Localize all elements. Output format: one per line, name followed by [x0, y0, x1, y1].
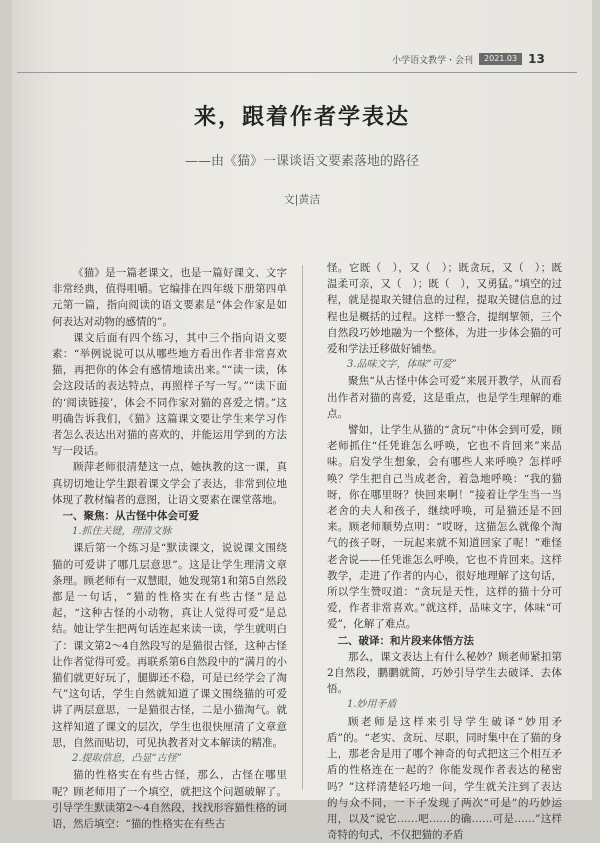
article-subtitle: ——由《猫》一课谈语文要素落地的路径	[184, 154, 419, 169]
journal-name: 小学语文教学・会刊	[392, 55, 474, 66]
body-paragraph: 猫的性格实在有些古怪，那么，古怪在哪里呢？顾老师用了一个填空，就把这个问题破解了。引导学生默读第2～4自然段，找找形容猫性格的词语，然后填空：“猫的性格实在有些古	[52, 769, 287, 830]
section-heading: 二、破译：和片段来体悟方法	[337, 634, 474, 647]
subsection-heading: 2.提取信息，凸显“古怪”	[72, 753, 182, 765]
body-paragraph: 那么，课文表达上有什么秘妙？顾老师紧扣第2自然段，鹏鹏就简，巧妙引导学生去破译、去体悟。	[327, 650, 562, 696]
body-paragraph: 课文后面有四个练习，其中三个指向语文要素：“举例说说可以从哪些地方看出作者非常喜欢猫，再把你的体会有感情地读出来。”“读一读，体会这段话的表达特点，再照样子写一写。”“读下面的‘阅读链接’，体会不同作家对猫的喜爱之情。”这明确告诉我们，《猫》这篇课文要让学生来学习作者怎么表达出对猫的喜欢的，并能运用学到的方法写一段话。	[52, 331, 287, 458]
right-column	[327, 260, 562, 842]
subsection-heading: 1.妙用矛盾	[347, 699, 397, 711]
subsection-heading: 3.品味文字，体味“可爱”	[347, 359, 457, 371]
body-paragraph: 怪。它既（ ），又（ ）；既贪玩，又（ ）；既温柔可亲，又（ ）；既（ ），又勇猛。”填空的过程，就是提取关键信息的过程，提取关键信息的过程也是概括的过程。这样一整合，提纲挈领，三个自然段巧妙地融为一个整体，为进一步体会猫的可爱和学法迁移做好铺垫。	[327, 262, 562, 356]
body-paragraph: 顾老师是这样来引导学生破译“妙用矛盾”的。“老实、贪玩、尽职，同时集中在了猫的身上，那老舍是用了哪个神奇的句式把这三个相互矛盾的性格连在一起的？你能发现作者表达的秘密吗？”这样清楚轻巧地一问，学生就关注到了表达的与众不同，一下子发现了两次“可是”的巧妙运用，以及“说它……吧……的确……可是……”这样奇特的句式，不仅把猫的矛盾	[327, 715, 562, 842]
journal-page	[12, 0, 592, 842]
left-column	[52, 265, 287, 830]
article-byline: 文|黄洁	[283, 193, 321, 206]
section-heading: 一、聚焦：从古怪中体会可爱	[62, 510, 199, 523]
body-paragraph: 譬如，让学生从猫的“贪玩”中体会到可爱，顾老师抓住“任凭谁怎么呼唤，它也不肯回来”来品味。启发学生想象，会有哪些人来呼唤？怎样呼唤？学生把自己当成老舍，着急地呼唤：“我的猫呀，你在哪里呀？快回来啊！”接着让学生当一当老舍的夫人和孩子，继续呼唤，可是猫还是不回来。顾老师顺势点明：“哎呀，这猫怎么就像个淘气的孩子呀，一玩起来就不知道回家了呢！”难怪老舍说——任凭谁怎么呼唤，它也不肯回来。这样教学，走进了作者的内心，很好地理解了这句话，所以学生赞叹道：“贪玩是天性，这样的猫十分可爱，作者非常喜欢。”就这样，品味文字，体味“可爱”，化解了难点。	[327, 424, 562, 631]
subsection-heading: 1.抓住关键，理清文脉	[72, 526, 172, 538]
header-rule	[17, 72, 577, 73]
body-paragraph: 课后第一个练习是“默读课文，说说课文围绕猫的可爱讲了哪几层意思”。这是让学生理清文章条理。顾老师有一双慧眼，她发现第1和第5自然段都是一句话，“猫的性格实在有些古怪”是总起，“这种古怪的小动物，真让人觉得可爱”是总结。她让学生把两句话连起来读一读，学生就明白了：课文第2～4自然段写的是猫很古怪，这种古怪让作者觉得可爱。再联系第6自然段中的“满月的小猫们就更好玩了，腿脚还不稳，可是已经学会了淘气”这句话，学生自然就知道了课文围绕猫的可爱讲了两层意思，一是猫很古怪，二是小猫淘气。就这样知道了课文的层次，学生也很快厘清了文章意思，自然而贴切，可见执教者对文本解读的精准。	[52, 542, 287, 749]
page-number: 13	[528, 52, 545, 66]
body-paragraph: 《猫》是一篇老课文，也是一篇好课文、文字非常经典，值得咀嚼。它编排在四年级下册第四单元第一篇，指向阅读的语文要素是“体会作家是如何表达对动物的感情的”。	[52, 267, 287, 328]
issue-badge: 2021.03	[479, 53, 522, 65]
article-title: 来，跟着作者学表达	[193, 105, 410, 130]
running-header	[392, 50, 577, 68]
column-divider	[302, 265, 303, 790]
body-paragraph: 聚焦“从古怪中体会可爱”来展开教学，从而看出作者对猫的喜爱，这是重点，也是学生理解的难点。	[327, 375, 562, 420]
body-paragraph: 顾萍老师很清楚这一点，她执教的这一课，真真切切地让学生跟着课文学会了表达，非常到位地体现了教材编者的意图，让语文要素在课堂落地。	[52, 461, 287, 506]
